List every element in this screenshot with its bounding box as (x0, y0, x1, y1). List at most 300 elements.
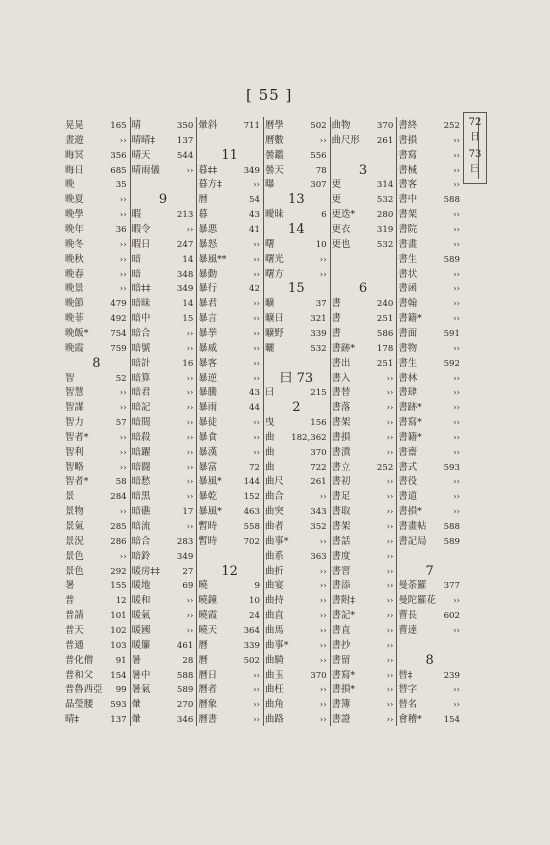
entry-page-number: 239 (443, 670, 460, 681)
entry-term: 普通 (65, 639, 84, 651)
entry-term: 書生 (398, 253, 418, 265)
entry-term: 暫時 (198, 535, 218, 547)
entry-term: 暇日 (131, 238, 151, 250)
index-column (63, 117, 130, 726)
entry-page-number: ›› (119, 210, 127, 221)
entry-page-number: ›› (386, 700, 394, 711)
entry-term: 景氣 (65, 521, 84, 533)
entry-page-number: ›› (319, 566, 327, 577)
entry-term: 晃晃 (65, 120, 84, 131)
entry-page-number: ›› (319, 715, 327, 726)
entry-term: 晩飯* (65, 327, 89, 339)
entry-term: 書度 (331, 550, 351, 562)
entry-term: 書道 (398, 491, 418, 503)
entry-page-number: 280 (376, 210, 394, 221)
entry-page-number: 58 (115, 477, 127, 488)
entry-term: 暗算 (131, 372, 151, 384)
entry-page-number: ›› (253, 254, 260, 265)
entry-term: 書習 (331, 565, 351, 577)
entry-page-number: 339 (243, 640, 260, 651)
entry-term: 書初 (331, 476, 351, 488)
entry-term: 景色 (65, 565, 84, 577)
entry-page-number: 43 (249, 388, 260, 399)
entry-term: 暗躍 (131, 446, 151, 458)
entry-page-number: 154 (110, 670, 127, 681)
entry-term: 晩冬 (65, 238, 84, 250)
entry-term: 暮 (198, 209, 208, 221)
entry-term: 暗計 (131, 357, 151, 369)
entry-page-number: ›› (386, 418, 394, 429)
entry-page-number: 589 (443, 254, 460, 265)
entry-term: 曉鐘 (198, 595, 218, 607)
entry-page-number: 35 (115, 180, 127, 191)
entry-page-number: 52 (115, 373, 127, 384)
entry-term: 暴悪 (198, 223, 218, 235)
entry-page-number: 215 (310, 388, 327, 399)
entry-term: 暴漢 (198, 446, 218, 458)
entry-term: 曹達 (398, 625, 418, 637)
entry-page-number: 6 (321, 210, 327, 221)
entry-term: 晴天 (131, 149, 151, 161)
entry-page-number: ›› (453, 447, 460, 458)
entry-term: 書附‡ (331, 595, 356, 607)
entry-page-number: 544 (176, 150, 194, 161)
entry-term: 曲玉 (265, 669, 284, 681)
entry-term: 更也 (331, 238, 351, 250)
entry-term: 曆 (198, 654, 208, 666)
entry-term: 暗闘 (131, 461, 151, 473)
entry-term: 書跡* (398, 402, 422, 414)
entry-term: 書落 (331, 402, 351, 414)
entry-term: 暗愁 (131, 476, 151, 488)
entry-page-number: 154 (443, 715, 460, 726)
entry-page-number: 461 (176, 640, 194, 651)
entry-page-number: 28 (182, 655, 194, 666)
entry-term: 替名 (398, 699, 418, 711)
entry-term: 晶瑩腰 (65, 699, 94, 711)
entry-term: 暮方‡ (198, 179, 222, 191)
entry-term: 暈斜 (198, 120, 218, 131)
entry-term: 景物 (65, 506, 84, 518)
entry-page-number: 754 (110, 328, 127, 339)
entry-page-number: 14 (182, 254, 194, 265)
entry-page-number: 492 (110, 314, 127, 325)
entry-term: 暖國 (131, 625, 151, 637)
entry-page-number: ›› (253, 314, 260, 325)
entry-term: 暴風** (198, 253, 227, 265)
entry-page-number: 343 (310, 507, 327, 518)
entry-page-number: ›› (186, 462, 194, 473)
column-divider (130, 117, 131, 726)
entry-page-number: 69 (182, 581, 194, 592)
side-index-曰: 曰 (470, 164, 480, 175)
entry-page-number: 213 (176, 210, 194, 221)
entry-page-number: ›› (186, 596, 194, 607)
entry-term: 智 (65, 372, 75, 384)
entry-page-number: 91 (115, 655, 127, 666)
entry-page-number: 591 (443, 328, 460, 339)
entry-term: 曲枉 (265, 684, 284, 696)
entry-page-number: ›› (119, 403, 127, 414)
entry-term: 晩秋 (65, 253, 84, 265)
entry-page-number: ›› (453, 403, 460, 414)
entry-page-number: 363 (310, 551, 327, 562)
entry-term: 智者* (65, 476, 89, 488)
entry-term: 會稽* (398, 714, 422, 726)
entry-page-number: ›› (186, 403, 194, 414)
entry-term: 曉霞 (198, 610, 218, 622)
entry-page-number: ›› (119, 447, 127, 458)
entry-term: 曲合 (265, 491, 284, 503)
index-column (396, 117, 463, 726)
side-index-72: 72 (468, 117, 482, 128)
entry-page-number: 377 (443, 581, 460, 592)
entry-page-number: 370 (310, 670, 327, 681)
entry-term: 曲折 (265, 565, 284, 577)
index-entry (196, 711, 263, 729)
entry-page-number: ›› (453, 626, 460, 637)
page-number: [ 55 ] (246, 86, 293, 104)
entry-term: 景色 (65, 550, 84, 562)
entry-term: 曉天 (198, 625, 218, 637)
entry-term: 暗合 (131, 535, 151, 547)
entry-page-number: ›› (386, 640, 394, 651)
entry-term: 曼荼羅 (398, 580, 427, 592)
entry-page-number: 532 (376, 195, 394, 206)
entry-term: 暗君 (131, 387, 151, 399)
entry-page-number: ›› (253, 180, 260, 191)
entry-page-number: ›› (253, 418, 260, 429)
entry-term: 暗 (131, 253, 142, 265)
entry-page-number: 349 (176, 551, 194, 562)
entry-term: 書立 (331, 461, 351, 473)
entry-term: 曲騎 (265, 654, 284, 666)
entry-term: 暑中 (131, 669, 151, 681)
entry-term: 智力 (65, 417, 84, 429)
entry-term: 書籍* (398, 431, 422, 443)
entry-page-number: 27 (182, 566, 194, 577)
entry-page-number: ›› (453, 432, 460, 443)
entry-page-number: 37 (315, 299, 327, 310)
entry-term: 更 (331, 194, 342, 206)
entry-term: 曲持 (265, 595, 284, 607)
entry-term: 書函 (398, 283, 418, 295)
entry-term: 書話 (331, 535, 351, 547)
entry-page-number: ›› (453, 685, 460, 696)
entry-term: 書損 (398, 134, 418, 146)
entry-page-number: 251 (376, 358, 394, 369)
entry-term: 曇天 (265, 164, 284, 176)
entry-page-number: ›› (119, 254, 127, 265)
entry-term: 暖和 (131, 595, 151, 607)
entry-term: 曬 (265, 342, 275, 354)
entry-term: 曲事* (265, 535, 289, 547)
column-divider (330, 117, 331, 726)
stroke-count-heading: 8 (425, 652, 434, 668)
entry-term: 晴 (131, 120, 142, 131)
entry-term: 暇令 (131, 223, 151, 235)
entry-term: 晴晴‡ (131, 134, 156, 146)
entry-term: 更衣 (331, 223, 351, 235)
entry-page-number: ›› (386, 611, 394, 622)
entry-page-number: ›› (186, 611, 194, 622)
entry-term: 晩景 (65, 283, 84, 295)
column-divider (396, 117, 397, 726)
entry-term: 書寫* (398, 417, 422, 429)
entry-term: 晴‡ (65, 714, 80, 726)
entry-term: 晩 (65, 179, 75, 191)
entry-page-number: 463 (243, 507, 260, 518)
entry-page-number: ›› (319, 492, 327, 503)
entry-term: 替‡ (398, 669, 413, 681)
entry-page-number: 247 (176, 239, 194, 250)
entry-page-number: 370 (376, 121, 394, 131)
entry-page-number: ›› (253, 299, 260, 310)
entry-term: 暗記 (131, 402, 151, 414)
entry-page-number: 178 (376, 343, 394, 354)
entry-page-number: 270 (176, 700, 194, 711)
index-entry (63, 711, 130, 729)
entry-term: 晩菲 (65, 313, 84, 325)
index-column (196, 117, 263, 726)
entry-page-number: ›› (453, 210, 460, 221)
entry-term: 暴威 (198, 342, 218, 354)
entry-page-number: 532 (376, 239, 394, 250)
entry-page-number: ›› (186, 328, 194, 339)
entry-page-number: ›› (453, 180, 460, 191)
entry-term: 普化僧 (65, 654, 94, 666)
entry-term: 暫時 (198, 521, 218, 533)
entry-term: 暑 (131, 654, 142, 666)
entry-page-number: ›› (386, 655, 394, 666)
entry-term: 書架 (331, 417, 351, 429)
entry-page-number: ›› (319, 626, 327, 637)
entry-term: 晩學 (65, 209, 84, 221)
entry-term: 曙方 (265, 268, 284, 280)
entry-page-number: ›› (253, 700, 260, 711)
entry-page-number: 348 (176, 269, 194, 280)
entry-term: 暖房‡‡ (131, 565, 160, 577)
entry-term: 暴風* (198, 506, 222, 518)
entry-term: 暴言 (198, 313, 218, 325)
entry-page-number: ›› (386, 715, 394, 726)
entry-term: 暴乾 (198, 491, 218, 503)
entry-term: 暗黒 (131, 491, 151, 503)
entry-term: 書寫* (331, 669, 356, 681)
entry-page-number: ›› (119, 269, 127, 280)
entry-page-number: 9 (254, 581, 260, 592)
entry-term: 暴風* (198, 476, 222, 488)
entry-term: 書取 (331, 506, 351, 518)
entry-page-number: 283 (176, 536, 194, 547)
entry-page-number: 722 (310, 462, 327, 473)
entry-page-number: ›› (186, 418, 194, 429)
entry-page-number: ›› (319, 596, 327, 607)
entry-page-number: ›› (453, 165, 460, 176)
entry-term: 書籍* (398, 313, 422, 325)
entry-page-number: 152 (243, 492, 260, 503)
entry-page-number: 314 (376, 180, 394, 191)
entry-page-number: ›› (386, 522, 394, 533)
entry-term: 暗 (131, 268, 142, 280)
entry-page-number: ›› (319, 611, 327, 622)
entry-term: 書跡* (331, 342, 356, 354)
stroke-count-heading: 8 (92, 355, 101, 371)
entry-term: 景況 (65, 535, 84, 547)
entry-page-number: 78 (315, 165, 327, 176)
entry-page-number: 588 (443, 195, 460, 206)
entry-page-number: ›› (319, 581, 327, 592)
entry-page-number: 36 (115, 224, 127, 235)
entry-page-number: 759 (110, 343, 127, 354)
entry-term: 書終 (398, 120, 418, 131)
entry-page-number: ›› (386, 432, 394, 443)
column-divider (196, 117, 197, 726)
entry-term: 曼陀羅花 (398, 595, 436, 607)
entry-page-number: ›› (453, 343, 460, 354)
entry-term: 曆數 (265, 134, 284, 146)
entry-page-number: ›› (453, 492, 460, 503)
entry-page-number: 479 (110, 299, 127, 310)
entry-page-number: 602 (443, 611, 460, 622)
entry-page-number: ›› (186, 492, 194, 503)
entry-term: 書簿 (331, 699, 351, 711)
entry-page-number: 103 (110, 640, 127, 651)
entry-term: 智利 (65, 446, 84, 458)
entry-term: 曠日 (265, 313, 284, 325)
entry-page-number: ›› (319, 135, 327, 146)
entry-page-number: ›› (186, 447, 194, 458)
entry-term: 書肆 (398, 387, 418, 399)
entry-page-number: ›› (386, 596, 394, 607)
entry-page-number: 685 (110, 165, 127, 176)
entry-term: 曲直 (265, 610, 284, 622)
index-entry (263, 711, 330, 729)
entry-term: 書抄 (331, 639, 351, 651)
entry-page-number: 307 (310, 180, 327, 191)
entry-page-number: 252 (443, 121, 460, 131)
entry-page-number: ›› (119, 388, 127, 399)
entry-term: 曲馬 (265, 625, 284, 637)
entry-page-number: ›› (453, 314, 460, 325)
entry-page-number: ›› (386, 388, 394, 399)
index-table (63, 117, 463, 726)
stroke-count-heading: 7 (425, 563, 434, 579)
stroke-count-heading: 曰 73 (279, 370, 314, 386)
entry-term: 晩霞 (65, 342, 84, 354)
entry-page-number: ›› (253, 373, 260, 384)
entry-page-number: ›› (186, 224, 194, 235)
entry-page-number: ›› (319, 254, 327, 265)
entry-page-number: 144 (243, 477, 260, 488)
entry-page-number: 10 (315, 239, 327, 250)
entry-page-number: ›› (253, 432, 260, 443)
entry-page-number: ›› (119, 551, 127, 562)
entry-term: 普魯西亞 (65, 684, 103, 696)
entry-term: 暮‡‡ (198, 164, 218, 176)
entry-page-number: ›› (386, 507, 394, 518)
entry-term: 更迭* (331, 209, 356, 221)
entry-term: 曖昧 (265, 209, 284, 221)
entry-page-number: 16 (182, 358, 194, 369)
entry-page-number: 10 (249, 596, 260, 607)
entry-page-number: 292 (110, 566, 127, 577)
entry-page-number: ›› (253, 328, 260, 339)
entry-term: 曹長 (398, 610, 418, 622)
entry-page-number: 41 (249, 224, 260, 235)
entry-term: 晩春 (65, 268, 84, 280)
entry-term: 普請 (65, 610, 84, 622)
entry-page-number: ›› (186, 165, 194, 176)
entry-term: 暴客 (198, 357, 218, 369)
entry-term: 暖地 (131, 580, 151, 592)
entry-term: 暖氣 (131, 610, 151, 622)
entry-term: 晩節 (65, 298, 84, 310)
entry-term: 書 (331, 327, 342, 339)
entry-term: 書損* (398, 506, 422, 518)
entry-term: 曇鑑 (265, 149, 284, 161)
entry-term: 暦 (198, 194, 208, 206)
entry-term: 曲物 (331, 120, 351, 131)
entry-term: 曲系 (265, 550, 284, 562)
entry-term: 智謀 (65, 402, 84, 414)
entry-term: 曉 (198, 580, 208, 592)
entry-term: 曲 (265, 431, 275, 443)
entry-term: 智慧 (65, 387, 84, 399)
entry-term: 曲者 (265, 521, 284, 533)
entry-term: 曆象 (198, 699, 218, 711)
side-index-日: 日 (470, 132, 480, 143)
entry-page-number: 182,362 (291, 432, 327, 443)
entry-page-number: ›› (186, 343, 194, 354)
entry-page-number: ›› (453, 150, 460, 161)
index-entry (330, 711, 397, 729)
entry-term: 暴騰 (198, 387, 218, 399)
entry-page-number: ›› (253, 239, 260, 250)
entry-page-number: 356 (110, 150, 127, 161)
entry-term: 暴怒 (198, 238, 218, 250)
entry-term: 晴雨儀 (131, 164, 160, 176)
entry-page-number: 14 (182, 299, 194, 310)
entry-page-number: ›› (386, 492, 394, 503)
entry-term: 書架 (331, 521, 351, 533)
entry-page-number: 339 (310, 328, 327, 339)
column-divider (263, 117, 264, 726)
entry-term: 書損* (331, 684, 356, 696)
entry-term: 更 (331, 179, 342, 191)
entry-term: 普和父 (65, 669, 94, 681)
entry-page-number: 589 (176, 685, 194, 696)
entry-page-number: 44 (249, 403, 260, 414)
entry-page-number: 101 (110, 611, 127, 622)
entry-page-number: ›› (386, 447, 394, 458)
entry-page-number: ›› (386, 536, 394, 547)
entry-page-number: ›› (253, 670, 260, 681)
entry-page-number: ›› (253, 447, 260, 458)
entry-term: 曲宴 (265, 580, 284, 592)
entry-term: 書院 (398, 223, 418, 235)
entry-term: 書記局 (398, 535, 427, 547)
entry-page-number: 346 (176, 715, 194, 726)
entry-term: 書記* (331, 610, 356, 622)
entry-page-number: 370 (310, 447, 327, 458)
entry-page-number: 352 (310, 522, 327, 533)
entry-page-number: 588 (176, 670, 194, 681)
entry-page-number: 261 (310, 477, 327, 488)
entry-page-number: ›› (453, 269, 460, 280)
entry-page-number: ›› (453, 373, 460, 384)
entry-page-number: ›› (386, 403, 394, 414)
